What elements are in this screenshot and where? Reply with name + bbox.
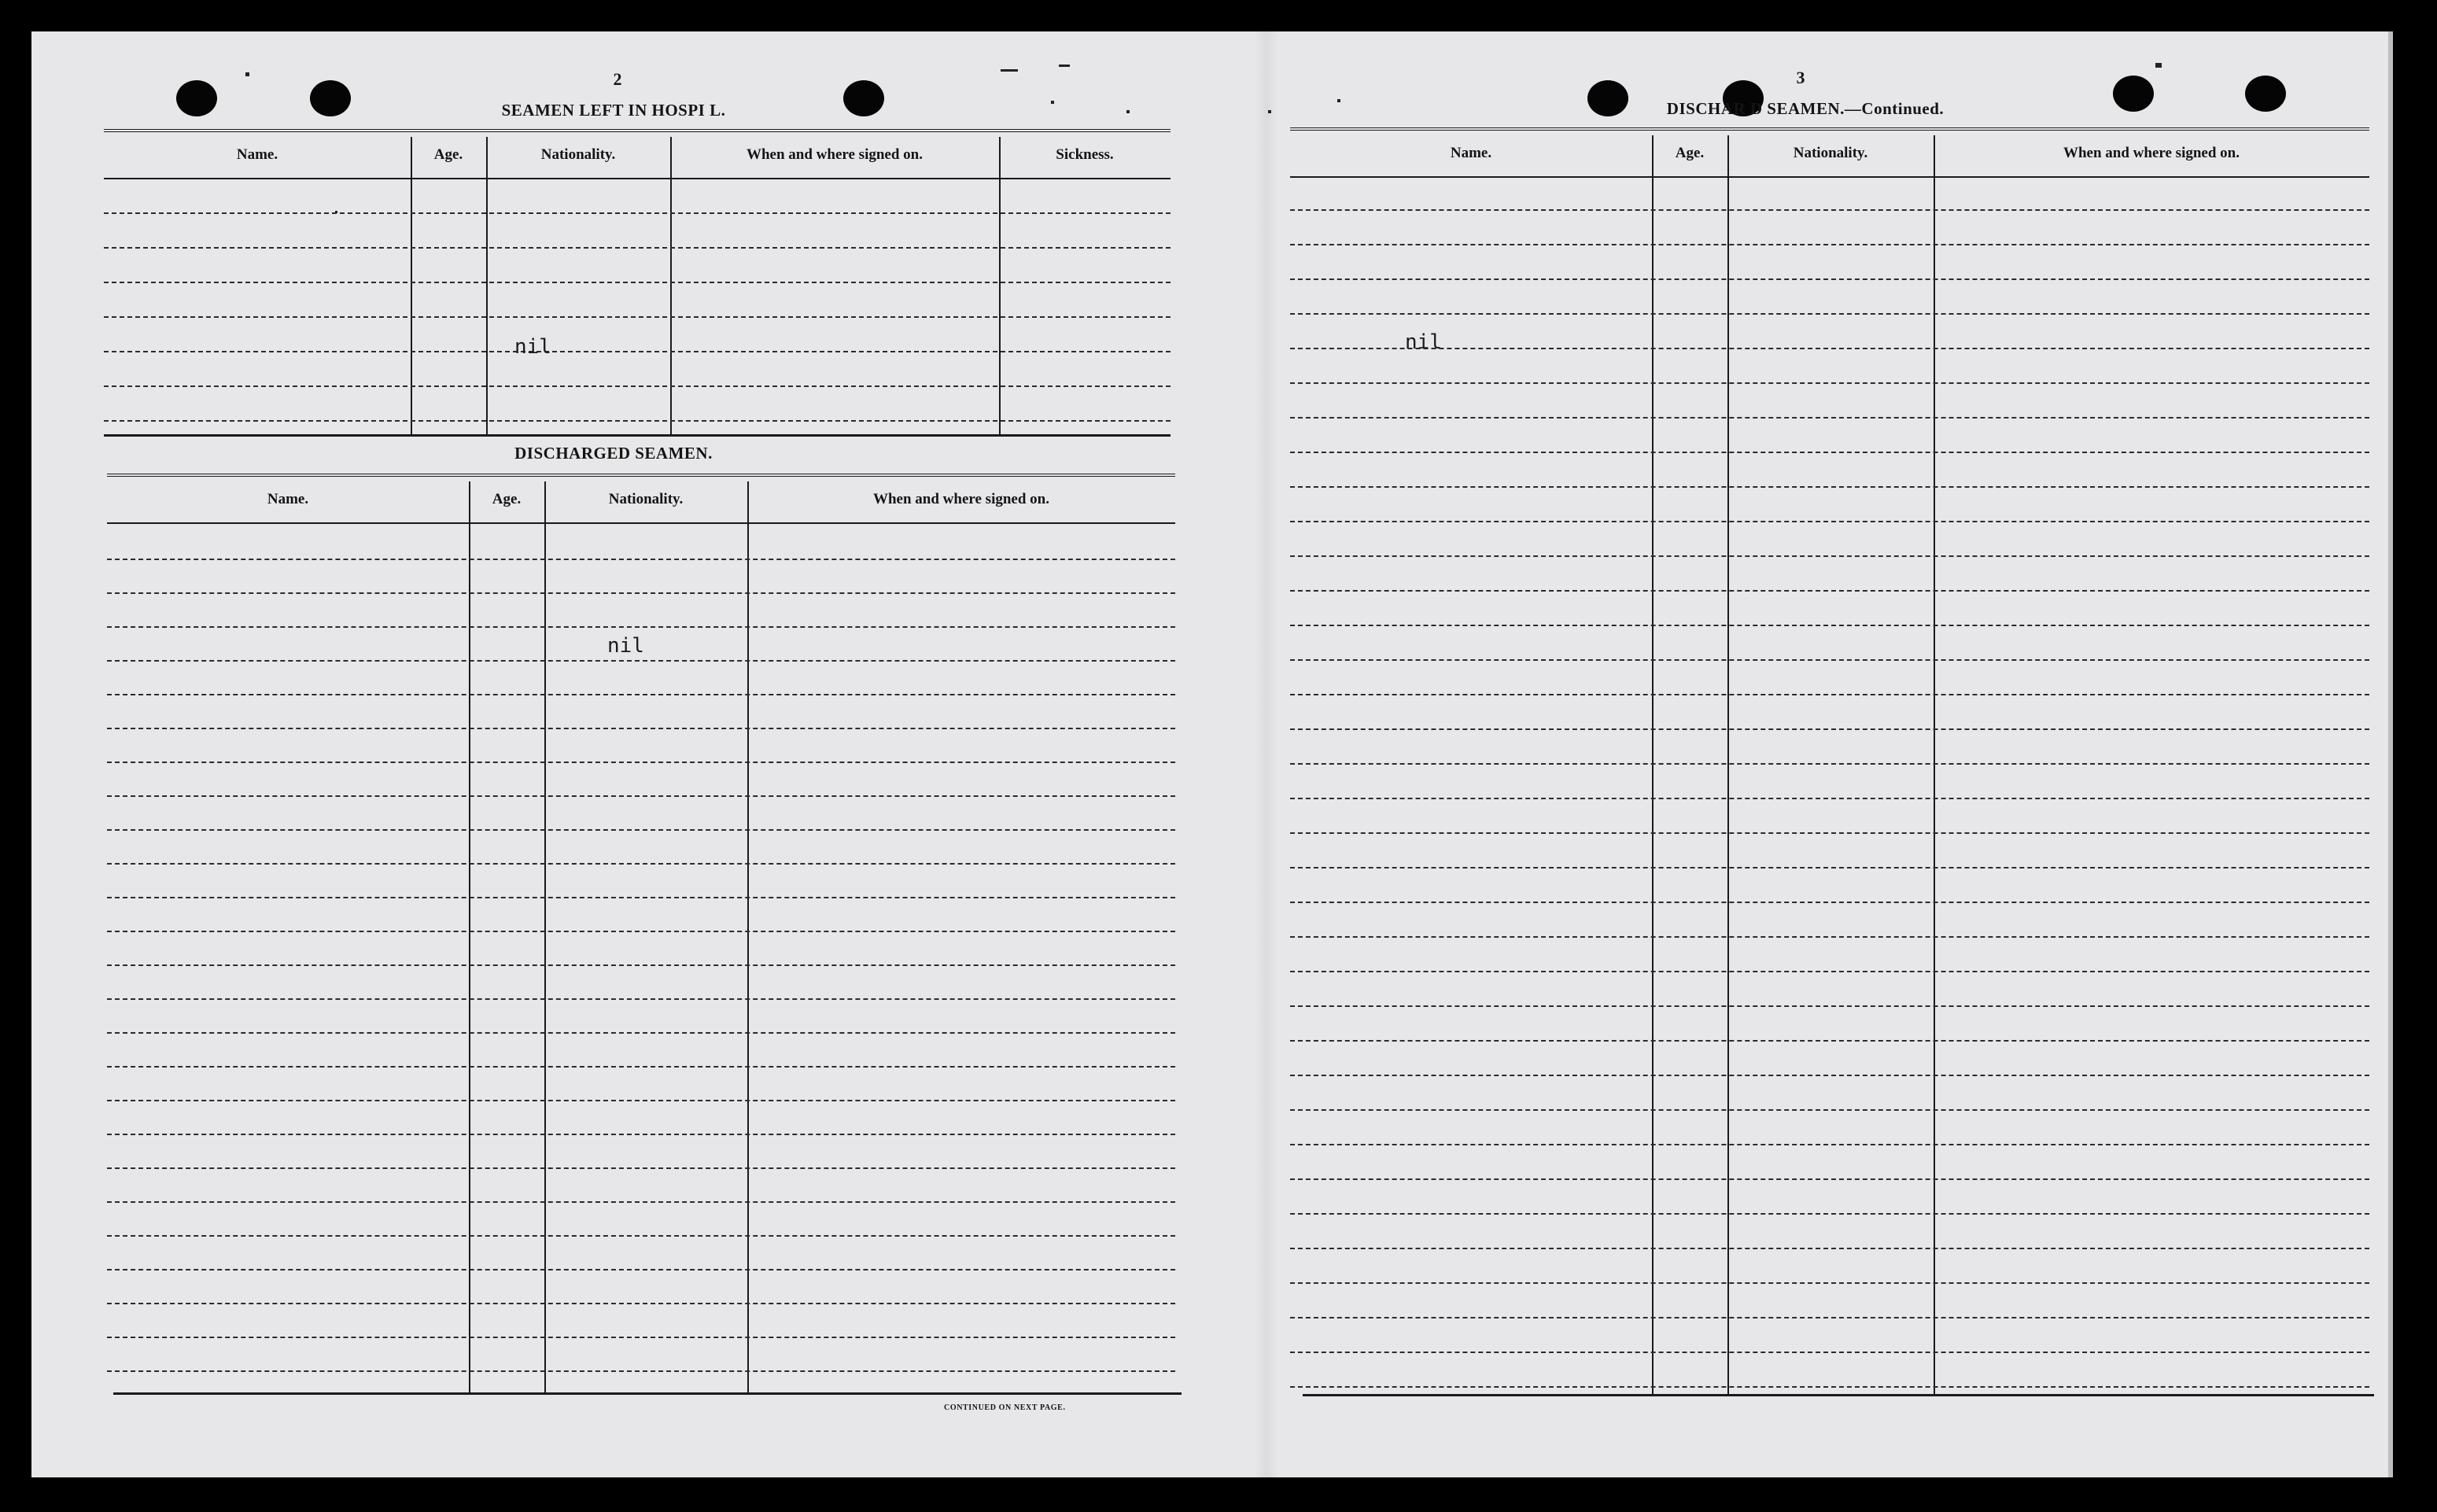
column-header-nationality: Nationality. <box>1793 145 1868 161</box>
ruled-line <box>1290 1213 2369 1215</box>
ruled-line <box>1290 382 2369 384</box>
column-divider <box>1934 135 1935 1394</box>
ruled-line <box>1290 1109 2369 1111</box>
ruled-line <box>1290 417 2369 419</box>
column-header-nationality: Nationality. <box>540 146 616 163</box>
continued-note: CONTINUED ON NEXT PAGE. <box>944 1403 1066 1412</box>
ruled-line <box>1290 348 2369 349</box>
ruled-line <box>1290 832 2369 834</box>
ruled-line <box>1290 1040 2369 1042</box>
column-divider <box>1652 135 1654 1394</box>
ink-speck <box>1051 101 1054 104</box>
page-number: 3 <box>1796 68 1805 87</box>
column-header-age: Age. <box>492 491 522 507</box>
ruled-line <box>1290 1248 2369 1249</box>
ruled-line <box>1290 1386 2369 1388</box>
ruled-line <box>1290 1144 2369 1145</box>
ink-speck <box>2155 63 2162 68</box>
ruled-line <box>1290 902 2369 903</box>
discharged-continued-title: DISCHAR D SEAMEN.—Continued. <box>1666 99 1945 118</box>
discharged-continued-entry: nil <box>1405 330 1442 354</box>
ink-speck <box>1126 110 1130 113</box>
column-header-signed-on: When and where signed on. <box>746 146 923 163</box>
column-divider <box>1727 135 1729 1394</box>
discharged-section-title: DISCHARGED SEAMEN. <box>514 444 713 463</box>
ruled-line <box>1290 659 2369 661</box>
page-number: 2 <box>613 69 622 89</box>
ruled-line <box>1290 728 2369 730</box>
ruled-line <box>1290 1282 2369 1284</box>
ruled-line <box>1290 244 2369 245</box>
column-header-age: Age. <box>433 146 463 163</box>
ruled-line <box>1290 1352 2369 1353</box>
ink-speck <box>1059 65 1070 67</box>
column-header-signed-on: When and where signed on. <box>2063 145 2240 161</box>
ink-speck <box>1001 69 1018 72</box>
column-header-sickness: Sickness. <box>1056 146 1114 163</box>
ruled-line <box>1290 521 2369 522</box>
ruled-line <box>1290 1005 2369 1007</box>
ruled-line <box>1290 278 2369 280</box>
ruled-line <box>1290 936 2369 938</box>
column-header-nationality: Nationality. <box>608 491 684 507</box>
column-header-signed-on: When and where signed on. <box>872 491 1049 507</box>
ruled-line <box>1290 555 2369 557</box>
ruled-line <box>1290 625 2369 626</box>
table-bottom-rule <box>1303 1394 2374 1396</box>
column-header-age: Age. <box>1675 145 1705 161</box>
ruled-line <box>1290 1178 2369 1180</box>
header-rule <box>1290 176 2369 178</box>
hospital-entry: nil <box>514 335 551 359</box>
ink-speck <box>1337 99 1340 102</box>
ink-speck <box>245 72 249 76</box>
ruled-line <box>1290 798 2369 799</box>
ruled-line <box>1290 452 2369 453</box>
discharged-entry: nil <box>607 634 644 658</box>
ink-speck <box>1268 110 1271 113</box>
ink-speck <box>335 211 337 213</box>
column-header-name: Name. <box>267 491 309 507</box>
column-header-name: Name. <box>236 146 278 163</box>
ruled-line <box>1290 590 2369 592</box>
ruled-line <box>1290 971 2369 972</box>
ruled-line <box>1290 486 2369 488</box>
ruled-line <box>1290 763 2369 765</box>
document-sheet <box>31 31 2393 1477</box>
discharged-continued-table <box>1290 127 2369 1394</box>
ruled-line <box>1290 209 2369 211</box>
ruled-line <box>1290 867 2369 868</box>
hospital-section-title: SEAMEN LEFT IN HOSPI L. <box>501 101 726 120</box>
ruled-line <box>1290 694 2369 695</box>
column-header-name: Name. <box>1450 145 1492 161</box>
ruled-line <box>1290 1317 2369 1318</box>
ruled-line <box>1290 313 2369 315</box>
ruled-line <box>1290 1075 2369 1076</box>
right-page <box>31 31 2391 1477</box>
